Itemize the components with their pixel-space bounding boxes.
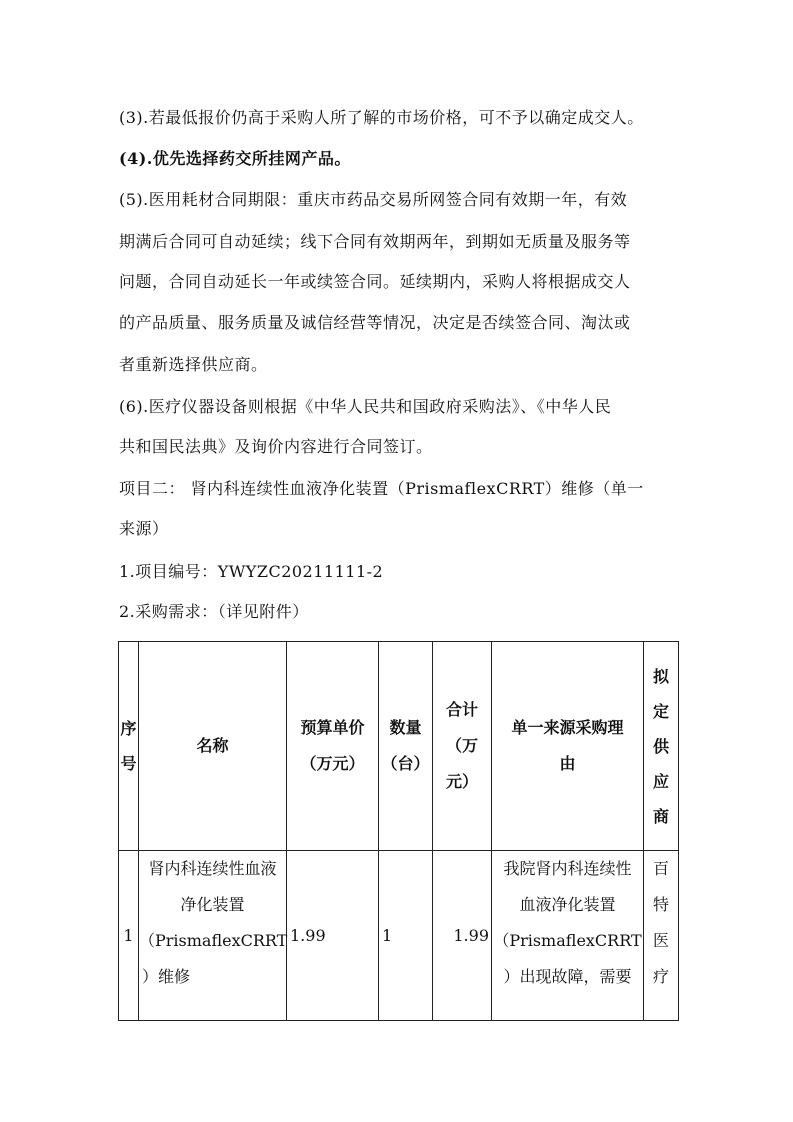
cell-total: 1.99 [433, 851, 492, 1021]
header-total: 合计 （万 元） [433, 642, 492, 851]
header-quantity: 数量 （台） [379, 642, 433, 851]
paragraph-4: (4).优先选择药交所挂网产品。 [119, 149, 351, 168]
cell-supplier: 百 特 医 疗 [644, 851, 679, 1021]
table-row [119, 851, 679, 1021]
cell-seq: 1 [119, 851, 139, 1021]
cell-quantity: 1 [379, 851, 433, 1021]
cell-name: 肾内科连续性血液 净化装置 （PrismaflexCRRT ）维修 [139, 851, 287, 1021]
header-name: 名称 [139, 642, 287, 851]
project-two-title-line-2: 来源） [119, 519, 169, 538]
header-proposed-supplier: 拟 定 供 应 商 [644, 642, 679, 851]
header-unit-price: 预算单价 （万元） [287, 642, 379, 851]
header-seq: 序 号 [119, 642, 139, 851]
paragraph-6-line-1: (6).医疗仪器设备则根据《中华人民共和国政府采购法》、《中华人民 [119, 397, 612, 416]
paragraph-5-line-2: 期满后合同可自动延续；线下合同有效期两年，到期如无质量及服务等 [119, 232, 631, 251]
paragraph-5-line-1: (5).医用耗材合同期限：重庆市药品交易所网签合同有效期一年，有效 [119, 190, 628, 209]
project-number: 1.项目编号：YWYZC20211111-2 [119, 562, 384, 581]
paragraph-5-line-3: 问题，合同自动延长一年或续签合同。延续期内，采购人将根据成交人 [119, 272, 631, 291]
header-single-source-reason: 单一来源采购理 由 [492, 642, 644, 851]
paragraph-5-line-4: 的产品质量、服务质量及诚信经营等情况，决定是否续签合同、淘汰或 [119, 313, 631, 332]
cell-reason: 我院肾内科连续性 血液净化装置 （PrismaflexCRRT ）出现故障，需要 [492, 851, 644, 1021]
project-two-title-line-1: 项目二： 肾内科连续性血液净化装置（PrismaflexCRRT）维修（单一 [119, 479, 644, 498]
paragraph-6-line-2: 共和国民法典》及询价内容进行合同签订。 [119, 437, 433, 456]
procurement-table [118, 641, 679, 1021]
table-header-row [119, 642, 679, 851]
paragraph-3: (3).若最低报价仍高于采购人所了解的市场价格，可不予以确定成交人。 [119, 108, 644, 127]
procurement-requirements: 2.采购需求：（详见附件） [119, 602, 309, 621]
paragraph-5-line-5: 者重新选择供应商。 [119, 355, 268, 374]
cell-unit-price: 1.99 [287, 851, 379, 1021]
